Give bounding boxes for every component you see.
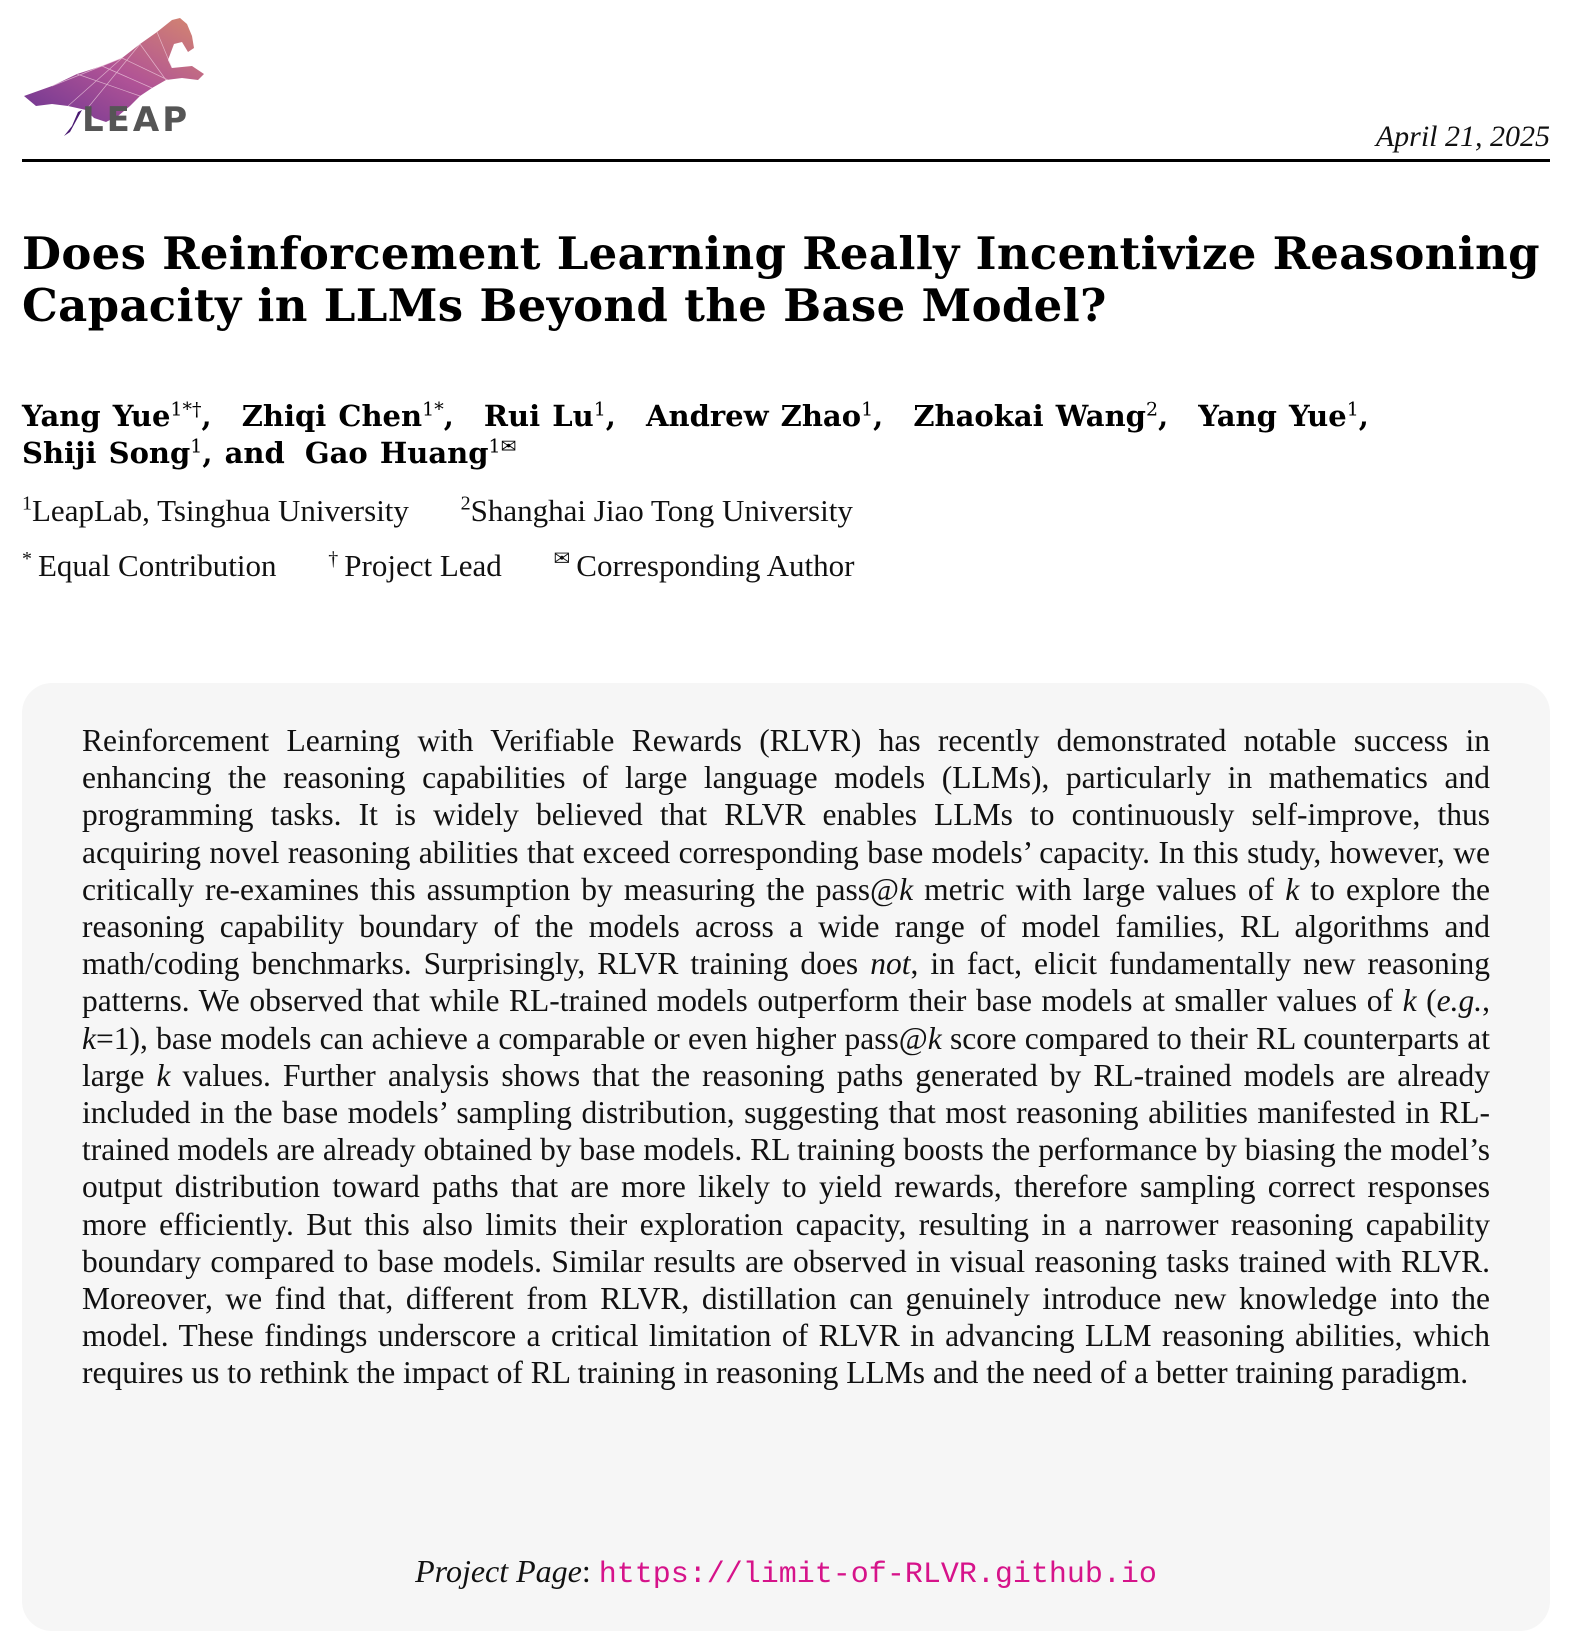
- project-page-label: Project Page: [415, 1553, 582, 1589]
- author: Shiji Song$^1$, and: [22, 435, 285, 470]
- affiliation: $^1$LeapLab, Tsinghua University: [22, 492, 409, 528]
- note-project-lead: † Project Lead: [328, 547, 502, 583]
- author: Andrew Zhao$^1$,: [646, 398, 884, 433]
- project-page-link[interactable]: https://limit-of-RLVR.github.io: [598, 1558, 1157, 1592]
- author-notes: [22, 546, 854, 586]
- leap-logo: [22, 14, 212, 139]
- note-corresponding-author: ✉ Corresponding Author: [553, 547, 855, 583]
- affiliations: [22, 491, 853, 531]
- paper-title: Does Reinforcement Learning Really Incentivize Reasoning Capacity in LLMs Beyond the Base Model?: [22, 227, 1540, 332]
- affiliation: $^2$Shanghai Jiao Tong University: [460, 492, 853, 528]
- logo-text: LEAP: [82, 100, 191, 140]
- abstract-text: Reinforcement Learning with Verifiable Rewards (RLVR) has recently demonstrated notable success in enhancing the reasoning capabilities of large language models (LLMs), particularly in mathematics and programming tasks. It is widely believed that RLVR enables LLMs to continuously self-improve, thus acquiring novel reasoning abilities that exceed corresponding base models’ capacity. In this study, however, we critically re-examines this assumption by measuring the pass@k metric with large values of k to explore the reasoning capability boundary of the models across a wide range of model families, RL algorithms and math/coding benchmarks. Surprisingly, RLVR training does not, in fact, elicit fundamentally new reasoning patterns. We observed that while RL-trained models outperform their base models at smaller values of k (e.g., k=1), base models can achieve a comparable or even higher pass@k score compared to their RL counterparts at large k values. Further analysis shows that the reasoning paths generated by RL-trained models are already included in the base models’ sampling distribution, suggesting that most reasoning abilities manifested in RL-trained models are already obtained by base models. RL training boosts the performance by biasing the model’s output distribution toward paths that are more likely to yield rewards, therefore sampling correct responses more efficiently. But this also limits their exploration capacity, resulting in a narrower reasoning capability boundary compared to base models. Similar results are observed in visual reasoning tasks trained with RLVR. Moreover, we find that, different from RLVR, distillation can genuinely introduce new knowledge into the model. These findings underscore a critical limitation of RLVR in advancing LLM reasoning abilities, which requires us to rethink the impact of RL training in reasoning LLMs and the need of a better training paradigm.: [82, 723, 1491, 1391]
- publication-date: April 21, 2025: [1375, 120, 1550, 153]
- author-list: [22, 398, 1562, 472]
- author: Gao Huang$^{1✉}$: [304, 435, 517, 470]
- author: Yang Yue$^1$,: [1198, 398, 1369, 433]
- author: Zhaokai Wang$^2$,: [913, 398, 1169, 433]
- author: Yang Yue$^{1*\dagger}$,: [22, 398, 212, 433]
- author: Zhiqi Chen$^{1*}$,: [241, 398, 454, 433]
- note-equal-contribution: * Equal Contribution: [22, 547, 277, 583]
- header-rule: [22, 159, 1550, 162]
- author: Rui Lu$^1$,: [483, 398, 616, 433]
- project-page: Project Page: https://limit-of-RLVR.github.io: [415, 1553, 1157, 1592]
